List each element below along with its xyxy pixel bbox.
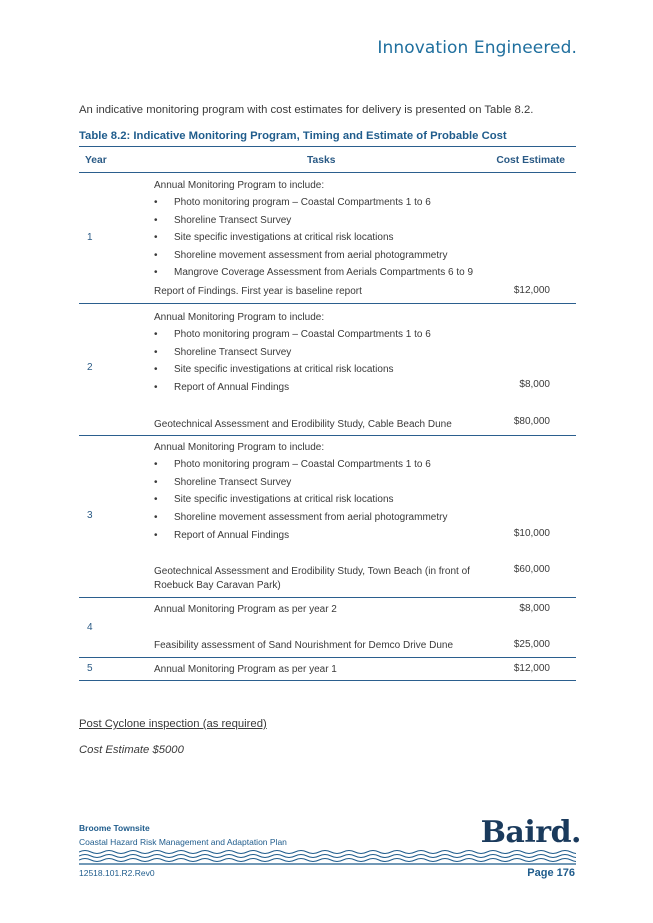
wave-decoration-icon	[79, 849, 576, 865]
column-header-year: Year	[85, 155, 107, 166]
bullet-icon: •	[154, 267, 158, 278]
task-geotech: Geotechnical Assessment and Erodibility Study, Town Beach (in front of Roebuck Bay Caravan Park)	[154, 566, 470, 591]
bullet-icon: •	[154, 364, 158, 375]
page-number: Page 176	[527, 867, 575, 879]
year-cell: 2	[87, 362, 93, 373]
task-annual: Annual Monitoring Program as per year 2	[154, 604, 337, 615]
task-report: Report of Findings. First year is baseline report	[154, 286, 362, 297]
year-cell: 4	[87, 622, 93, 633]
task-intro: Annual Monitoring Program to include:	[154, 180, 325, 191]
cost-cell: $8,000	[519, 603, 550, 614]
monitoring-table	[79, 146, 576, 681]
bullet-icon: •	[154, 250, 158, 261]
bullet-icon: •	[154, 494, 158, 505]
cost-cell: $12,000	[513, 285, 550, 296]
bullet-icon: •	[154, 215, 158, 226]
task-geotech: Geotechnical Assessment and Erodibility Study, Cable Beach Dune	[154, 419, 452, 430]
bullet-icon: •	[154, 197, 158, 208]
table-row-year-1: 1 Annual Monitoring Program to include: • Photo monitoring program – Coastal Compartments 1 to 6 • Shoreline Transect Survey • Site specific investigations at critical risk locations • Shoreline movement assessment from aerial photogrammetry • Mangrove Coverage Assessment from Aerials Compartments 6 to 9 Report of Findings. First year is baseline report $12,000	[79, 173, 576, 304]
footer-project: Coastal Hazard Risk Management and Adaptation Plan	[79, 837, 287, 847]
table-row-year-2: 2 Annual Monitoring Program to include: • Photo monitoring program – Coastal Compartments 1 to 6 • Shoreline Transect Survey • Site specific investigations at critical risk locations • Report of Annual Findings $8,000 Geotechnical Assessment and Erodibility Study, Cable Beach Dune $80,000	[79, 304, 576, 436]
document-reference: 12518.101.R2.Rev0	[79, 868, 155, 878]
task-intro: Annual Monitoring Program to include:	[154, 442, 325, 453]
cost-cell: $60,000	[513, 564, 550, 575]
bullet-icon: •	[154, 459, 158, 470]
year-cell: 5	[87, 663, 93, 674]
bullet-icon: •	[154, 530, 158, 541]
bullet-icon: •	[154, 477, 158, 488]
column-header-tasks: Tasks	[307, 155, 336, 166]
year-cell: 1	[87, 232, 93, 243]
table-row-year-4	[79, 598, 576, 658]
cost-cell: $10,000	[513, 528, 550, 539]
bullet-icon: •	[154, 512, 158, 523]
cost-cell: $25,000	[513, 639, 550, 650]
post-cyclone-heading: Post Cyclone inspection (as required)	[79, 718, 267, 730]
table-row-year-3: 3 Annual Monitoring Program to include: • Photo monitoring program – Coastal Compartments 1 to 6 • Shoreline Transect Survey • Site specific investigations at critical risk locations • Shoreline movement assessment from aerial photogrammetry • Report of Annual Findings $10,000 Geotechnical Assessment and Erodibility Study, Town Beach (in front of Roebuck Bay Caravan Park) $60,000	[79, 436, 576, 598]
baird-logo: Baird.	[480, 815, 581, 850]
table-header	[79, 146, 576, 173]
task-intro: Annual Monitoring Program to include:	[154, 312, 325, 323]
cost-estimate-note: Cost Estimate $5000	[79, 744, 184, 756]
cost-cell: $80,000	[513, 416, 550, 427]
column-header-cost: Cost Estimate	[496, 155, 565, 166]
table-row-year-5	[79, 658, 576, 681]
tagline: Innovation Engineered.	[377, 38, 577, 58]
bullet-icon: •	[154, 347, 158, 358]
footer-client: Broome Townsite	[79, 823, 150, 833]
cost-cell: $8,000	[519, 379, 550, 390]
table-title: Table 8.2: Indicative Monitoring Program, Timing and Estimate of Probable Cost	[79, 130, 507, 142]
task-annual: Annual Monitoring Program as per year 1	[154, 664, 337, 675]
bullet-icon: •	[154, 382, 158, 393]
intro-paragraph: An indicative monitoring program with cost estimates for delivery is presented on Table 8.2.	[79, 104, 534, 116]
bullet-icon: •	[154, 232, 158, 243]
bullet-icon: •	[154, 329, 158, 340]
cost-cell: $12,000	[513, 663, 550, 674]
task-feasibility: Feasibility assessment of Sand Nourishment for Demco Drive Dune	[154, 640, 454, 651]
year-cell: 3	[87, 510, 93, 521]
